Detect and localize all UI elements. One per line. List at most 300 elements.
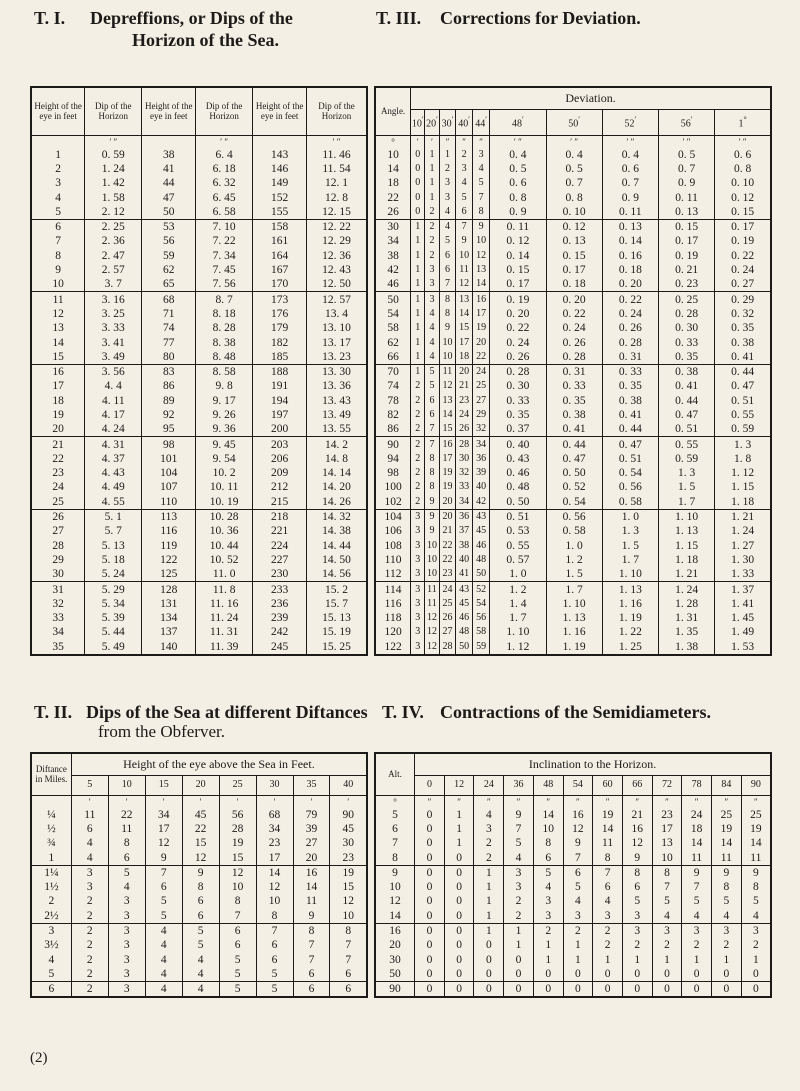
table-cell: 0 [504,952,534,966]
table-cell: 1 [652,952,682,966]
table-cell: 9 [425,524,439,538]
table-cell: 0. 35 [546,394,602,408]
table-cell: 24 [456,408,473,422]
table3-col-40 [456,109,473,135]
table-cell: 3 [652,923,682,938]
table-cell: 2 [71,982,108,998]
table-cell: 1 [752,953,759,966]
table-cell: 43 [456,582,473,597]
table-cell: 0. 18 [602,263,658,277]
table-cell: 1. 13 [658,524,714,538]
table-cell: 4 [533,880,563,894]
table-cell: 6 [182,909,219,924]
column-value: 36 [513,779,524,790]
table3-col-50 [546,109,602,135]
table-cell: 1 [474,894,504,908]
table-cell: 3 [622,923,652,938]
table-cell: 3 [439,176,456,190]
table-row [375,524,771,538]
table-cell: 0 [504,967,534,982]
table-cell: 6 [425,394,439,408]
table-cell: 3 [425,263,439,277]
table-cell: 5 [439,234,456,248]
table-cell: 8 [622,865,652,880]
table-cell: 4 [71,836,108,850]
table-cell: 1. 18 [658,553,714,567]
table-cell: 2 [411,466,425,480]
column-value: 90 [750,779,761,790]
table-cell: 0. 8 [546,190,602,204]
table-cell: 0. 20 [602,277,658,292]
table-cell: 1. 49 [731,626,755,639]
table-cell: 10 [425,553,439,567]
table-cell: 11 [439,364,456,379]
table-cell: 10 [425,539,439,553]
table-row [31,967,367,982]
table-cell: 19 [219,836,256,850]
unit-mark [31,135,85,148]
table-cell: 0. 40 [490,437,546,452]
table-cell: 5. 18 [85,553,142,567]
table-cell: 16 [622,822,652,836]
table-cell: 230 [253,567,307,582]
table4-col-66 [622,775,652,795]
table-row [31,422,367,437]
table-cell: 0 [533,967,563,982]
table2-col-35 [293,775,330,795]
table-cell: 0. 7 [658,162,714,176]
table-cell: 0 [411,190,425,204]
table-cell: 5 [711,894,741,908]
table-cell: 107 [142,480,196,494]
table-row [375,836,771,850]
table-cell: 22 [31,452,85,466]
table-cell: 6 [256,938,293,952]
table-cell: 74 [375,379,411,393]
table-cell: 167 [253,263,307,277]
table-cell: 5. 34 [85,597,142,611]
table-cell: 3 [108,952,145,966]
unit-mark: ″ [444,795,474,808]
table-row [31,148,367,162]
table-cell: 7 [375,836,415,850]
table-cell: 17 [31,379,85,393]
table-cell: 29 [472,408,489,422]
table-cell: 4. 49 [85,480,142,494]
table-row [375,553,771,567]
table-cell: 6 [71,822,108,836]
table-row [31,190,367,204]
table-cell: 3 [108,909,145,924]
table-cell: 6 [593,880,623,894]
table-cell: 53 [142,219,196,234]
table-cell: 8 [439,292,456,307]
t4-header-inclination: Inclination to the Horizon. [415,753,771,775]
table-cell: 0. 55 [658,437,714,452]
table-cell: 1. 16 [546,625,602,639]
table-cell: 11. 31 [196,625,253,639]
table-cell: 14 [472,277,489,292]
table-cell: 0 [533,982,563,998]
table-cell: 0. 9 [658,176,714,190]
table-cell: 10. 2 [196,466,253,480]
unit-mark: ′ [421,114,424,124]
column-value: 20 [426,118,437,130]
unit-mark: ° [375,135,411,148]
table-cell: 2 [593,923,623,938]
table-cell: 2 [31,894,71,908]
table-cell: 10 [375,880,415,894]
table-cell: 1 [563,938,593,952]
table-cell: 0. 7 [602,176,658,190]
table-row [375,205,771,220]
table-cell: 39 [293,822,330,836]
table-cell: 1. 0 [602,509,658,524]
table-cell: 14 [750,837,762,850]
table-cell: 4 [563,894,593,908]
table-cell: 0 [415,808,445,822]
table-cell: 4 [474,808,504,822]
table-cell: 15 [342,881,354,894]
table-cell: 14. 50 [322,553,351,566]
table-cell: 188 [253,364,307,379]
table-cell: 0. 7 [546,176,602,190]
table-cell: 8 [425,466,439,480]
table-cell: 0. 14 [490,249,546,263]
table-cell: 0 [444,894,474,908]
table-cell: 3 [622,909,652,924]
table-cell: 5 [752,895,759,908]
table-row [375,379,771,393]
column-value: 56 [680,118,691,130]
table-cell: 110 [142,495,196,510]
table-cell: 9 [472,219,489,234]
table-cell: 7 [456,219,473,234]
table-cell: 15. 13 [322,612,351,625]
table-cell: 19 [593,808,623,822]
column-value: 40 [343,779,354,790]
table-cell: 8 [425,452,439,466]
table-cell: 77 [142,335,196,349]
table-cell: 40 [456,553,473,567]
table-cell: 68 [142,292,196,307]
table-cell: 12. 1 [324,177,348,190]
table-cell: 8 [472,205,489,220]
table2-col-15 [145,775,182,795]
table-cell: 12 [342,895,354,908]
table-cell: 20 [456,364,473,379]
table-cell: 17 [256,850,293,865]
table-cell: 0. 19 [658,249,714,263]
table-cell: 3 [31,923,71,938]
table-cell: 0. 48 [490,480,546,494]
table-cell: 5 [182,923,219,938]
table-cell: 4 [439,219,456,234]
table-cell: 5 [145,894,182,908]
unit-mark: ′ [436,114,438,124]
table-cell: 8. 38 [196,335,253,349]
table-cell: 7. 10 [196,219,253,234]
table-cell: 24 [31,480,85,494]
table-row [31,394,367,408]
table-cell: 182 [253,335,307,349]
table-cell: 1 [411,263,425,277]
table-cell: 19 [472,321,489,335]
table-cell: 0. 35 [490,408,546,422]
table-cell: 19 [330,865,367,880]
table-cell: 17 [145,822,182,836]
table-cell: 0. 12 [546,219,602,234]
table-cell: 22 [439,539,456,553]
table-cell: 2 [504,909,534,924]
table-cell: 0. 51 [731,394,755,407]
table-cell: 6 [622,880,652,894]
table-cell: 110 [375,553,411,567]
table-cell: 4 [682,909,712,924]
table-cell: 0. 47 [731,380,755,393]
table-cell: 3 [108,938,145,952]
table-cell: 7 [256,923,293,938]
table1-number: T. I. [34,8,66,28]
table-cell: 5 [256,982,293,998]
table-cell: 0. 28 [490,364,546,379]
table-cell: 1 [411,350,425,365]
table-cell: 9 [456,234,473,248]
table-cell: 1. 19 [546,640,602,655]
table-cell: 37 [456,524,473,538]
table-cell: 3. 25 [85,307,142,321]
table-cell: 1 [411,219,425,234]
unit-mark: ′ [71,795,108,808]
column-value: 24 [483,779,494,790]
table-cell: 26 [375,205,411,220]
table2-title: Dips of the Sea at different Diftances [86,702,368,722]
table-cell: 155 [253,205,307,220]
table-cell: 20 [439,509,456,524]
table2-col-10 [108,775,145,795]
table-cell: 34 [145,808,182,822]
table-cell: 0. 11 [658,190,714,204]
table-cell: 0. 30 [490,379,546,393]
table-cell: 32 [472,422,489,437]
table-row [31,850,367,865]
table-cell: 6. 18 [196,162,253,176]
table-cell: 1 [411,307,425,321]
table-cell: 1. 21 [658,567,714,582]
table-cell: 0 [411,148,425,162]
table-cell: 1. 13 [546,611,602,625]
table-cell: 4. 43 [85,466,142,480]
table-cell: 0. 23 [658,277,714,292]
table-cell: 152 [253,190,307,204]
table-cell: 0. 33 [602,364,658,379]
table-cell: 50 [472,567,489,582]
table-cell: 7 [439,277,456,292]
table-cell: 15. 2 [306,582,367,597]
table-cell: 32 [31,597,85,611]
table-cell: 46 [456,611,473,625]
table-cell: 176 [253,307,307,321]
unit-mark: ′ ″ [602,135,658,148]
table-cell: 66 [375,350,411,365]
table-cell: 2. 12 [85,205,142,220]
table-cell: 28 [31,539,85,553]
table-cell: 14. 20 [322,481,351,494]
table-cell: 34 [472,437,489,452]
table-cell: 23 [456,394,473,408]
table-cell: 8 [31,249,85,263]
table-cell: 21 [622,808,652,822]
table-cell: 71 [142,307,196,321]
table-cell: 5. 44 [85,625,142,639]
table-cell: 3 [411,625,425,639]
table-cell: 179 [253,321,307,335]
table-cell: 62 [142,263,196,277]
table-cell: 50 [456,640,473,655]
table-cell: 11 [108,822,145,836]
table-cell: 11 [31,292,85,307]
table-cell: 1 [533,938,563,952]
table-cell: 12 [439,379,456,393]
table-cell: 1. 7 [602,553,658,567]
table-cell: 30 [31,567,85,582]
table-cell: 41 [456,567,473,582]
table3-col-56 [658,109,714,135]
unit-mark [253,135,307,148]
table-cell: 40 [472,480,489,494]
table-cell: 65 [142,277,196,292]
table-cell: 9. 8 [196,379,253,393]
table-cell: 42 [472,495,489,510]
table-cell: 5 [456,190,473,204]
t3-header-deviation: Deviation. [411,87,771,109]
table-cell: 1. 24 [85,162,142,176]
table-cell: 1. 12 [490,640,546,655]
table-row [31,625,367,639]
table-row [375,335,771,349]
table-row [31,452,367,466]
column-value: 84 [721,779,732,790]
table-cell: 2. 25 [85,219,142,234]
table-cell: 12 [219,865,256,880]
table-cell: 0. 4 [546,148,602,162]
table-cell: 1 [593,952,623,966]
table-row [31,982,367,998]
table-cell: 8 [256,909,293,924]
table-cell: 12 [472,249,489,263]
table-cell: 4. 24 [85,422,142,437]
table-cell: 0 [752,967,759,980]
table-cell: 17 [652,822,682,836]
table-row [31,894,367,908]
table-cell: 43 [472,509,489,524]
table-cell: 12 [456,277,473,292]
column-value: 66 [632,779,643,790]
table-cell: 0. 30 [658,321,714,335]
table-cell: 16 [439,437,456,452]
table-cell: 38 [456,539,473,553]
table-row [31,553,367,567]
unit-mark: ″ [682,795,712,808]
table-cell: 0. 22 [602,292,658,307]
table-cell: 0. 10 [546,205,602,220]
table-row [375,422,771,437]
table-cell: 4 [145,967,182,982]
table-cell: ¾ [31,836,71,850]
table-cell: 29 [31,553,85,567]
table-cell: 14 [375,909,415,924]
table-cell: 11. 46 [322,148,351,161]
table-cell: 0. 38 [658,364,714,379]
unit-mark: ′ [108,795,145,808]
table-cell: 15. 25 [322,640,351,653]
table-cell: 0 [474,952,504,966]
table-cell: 45 [342,822,354,835]
table-cell: 8 [711,880,741,894]
table-cell: 6 [256,952,293,966]
table-cell: 5. 39 [85,611,142,625]
table-cell: 50 [375,292,411,307]
table-cell: 24 [682,808,712,822]
table-cell: 23 [439,567,456,582]
table-cell: 11 [750,851,762,864]
column-value: 54 [572,779,583,790]
table4-col-48 [533,775,563,795]
table-cell: 3. 41 [85,335,142,349]
table-row [375,234,771,248]
table-cell: 10. 11 [196,480,253,494]
t1-header-dip: Dip of the Horizon [196,87,253,135]
table-cell: 3 [425,292,439,307]
table-cell: 12 [145,836,182,850]
table-cell: 20 [375,938,415,952]
table-row [375,894,771,908]
table-cell: 164 [253,249,307,263]
table-cell: 14 [593,822,623,836]
table-cell: 13. 43 [322,394,351,407]
table-cell: 5 [219,967,256,982]
table-cell: 2½ [31,909,71,924]
table-row [31,808,367,822]
table-cell: 2 [563,923,593,938]
table-row [375,640,771,655]
table-cell: 0. 59 [731,423,755,436]
column-value: 44 [475,118,486,130]
table-cell: 12 [622,836,652,850]
table-cell: 0. 59 [85,148,142,162]
table3-deviation [374,86,772,656]
table-cell: 8 [330,923,367,938]
table-cell: 0 [563,982,593,998]
table-cell: 47 [142,190,196,204]
table-cell: 0. 28 [546,350,602,365]
table-cell: 0. 51 [490,509,546,524]
table-cell: 3 [411,539,425,553]
table-cell: 2 [411,408,425,422]
table-cell: 0 [444,952,474,966]
table-cell: 21 [456,379,473,393]
unit-mark: ′ ″ [332,136,341,147]
table-row [375,176,771,190]
table-cell: 0. 38 [602,394,658,408]
table-cell: 1. 18 [731,495,755,508]
table-cell: 38 [142,148,196,162]
table-cell: 18 [682,822,712,836]
table-cell: 34 [375,234,411,248]
table-cell: 1 [622,952,652,966]
table-cell: 1. 5 [658,480,714,494]
table-row [31,249,367,263]
